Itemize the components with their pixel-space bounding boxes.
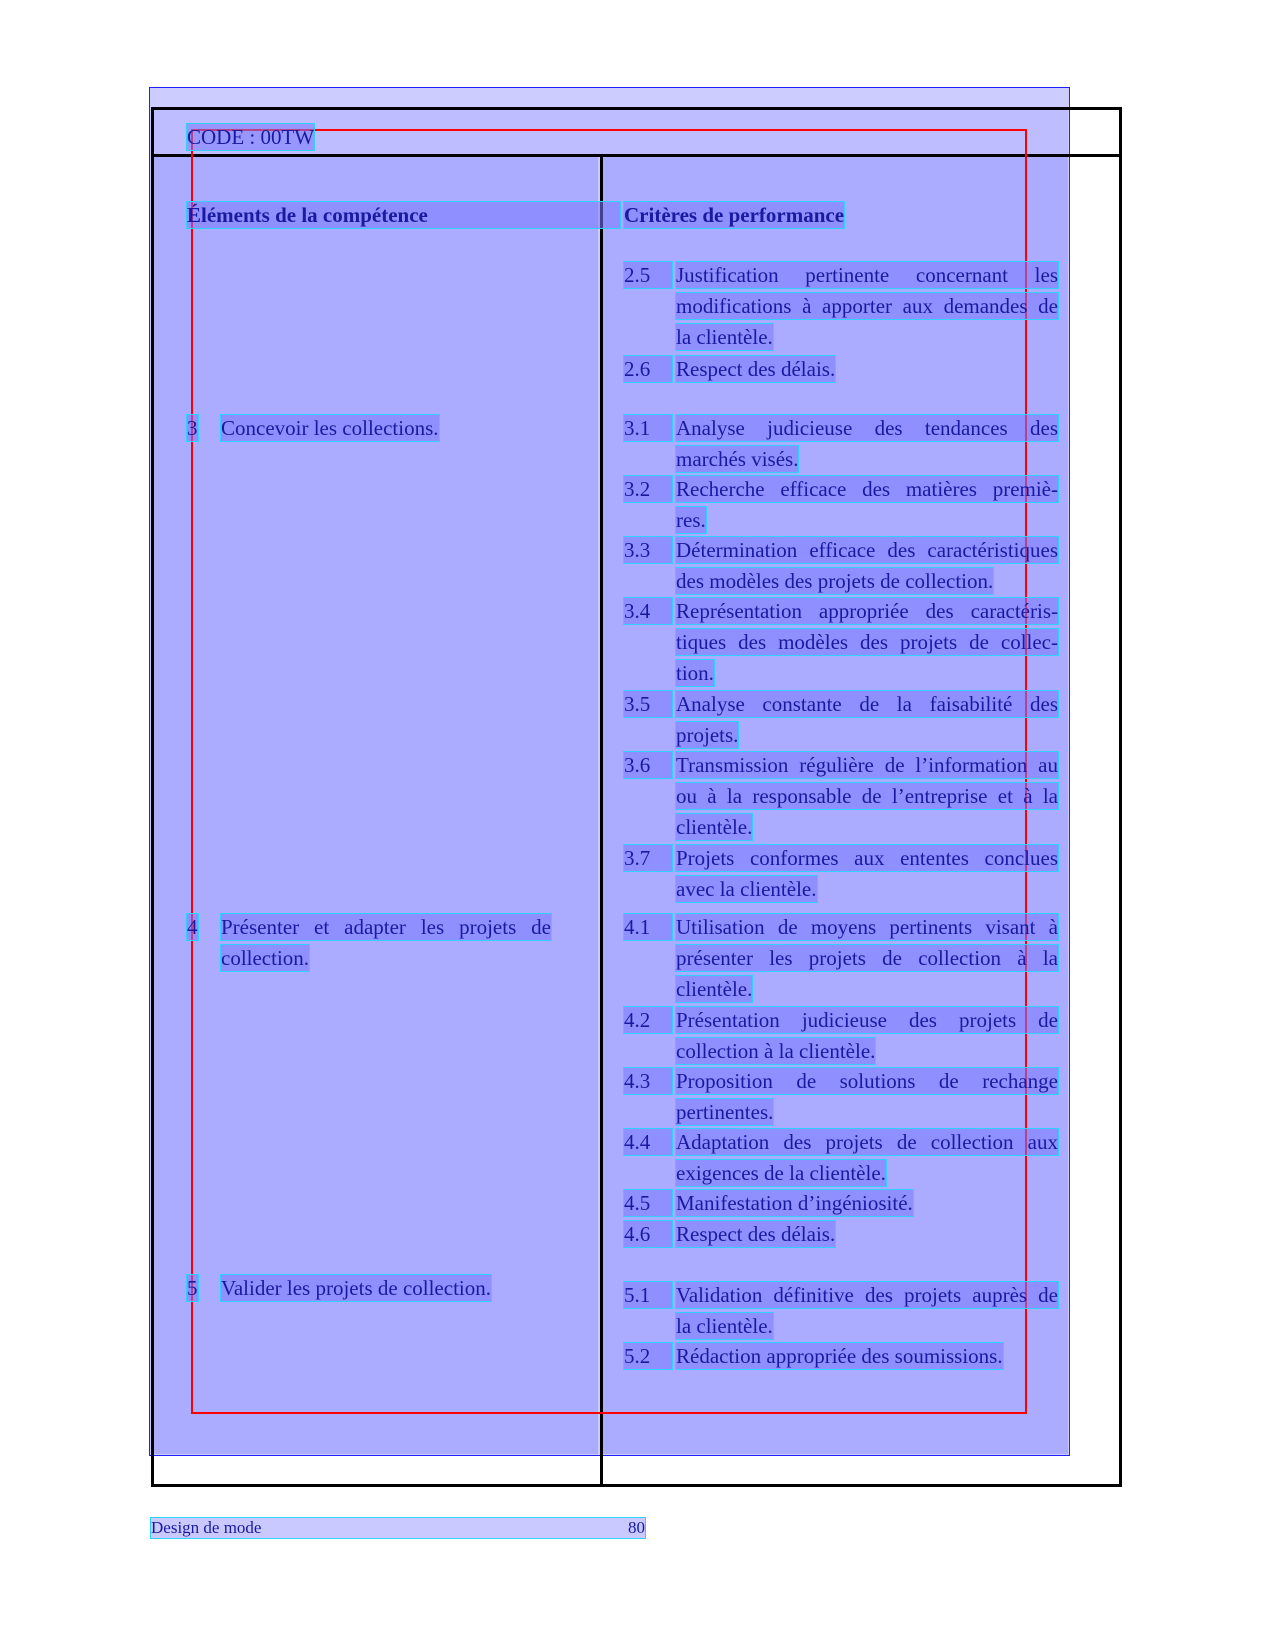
criterion-text-line: Détermination efficace des caractéristiques xyxy=(676,538,1058,562)
criterion-text-line: Justification pertinente concernant les xyxy=(676,263,1058,287)
element-text-line: Valider les projets de collection. xyxy=(221,1276,491,1300)
criterion-text-line: Présentation judicieuse des projets de xyxy=(676,1008,1058,1032)
criterion-text-line: clientèle. xyxy=(676,815,753,839)
criterion-number: 4.4 xyxy=(624,1129,672,1155)
right-column-title: Critères de performance xyxy=(624,203,845,227)
criterion-number: 4.6 xyxy=(624,1221,672,1247)
criterion-text-line: avec la clientèle. xyxy=(676,877,817,901)
criterion-number: 5.2 xyxy=(624,1343,672,1369)
criterion-number: 4.3 xyxy=(624,1068,672,1094)
left-column-title: Éléments de la compétence xyxy=(187,202,620,228)
criterion-number: 3.2 xyxy=(624,476,672,502)
element-text-line: collection. xyxy=(221,946,310,970)
criterion-text-line: Rédaction appropriée des soumissions. xyxy=(676,1344,1003,1368)
criterion-text-line: Adaptation des projets de collection aux xyxy=(676,1130,1058,1154)
element-number: 4 xyxy=(187,915,198,939)
criterion-number: 3.4 xyxy=(624,598,672,624)
criterion-text-line: Respect des délais. xyxy=(676,1222,836,1246)
criterion-number: 3.5 xyxy=(624,691,672,717)
page-number: 80 xyxy=(628,1518,645,1537)
criterion-number: 4.2 xyxy=(624,1007,672,1033)
element-number: 3 xyxy=(187,416,198,440)
criterion-text-line: Transmission régulière de l’information au xyxy=(676,753,1058,777)
criterion-text-line: collection à la clientèle. xyxy=(676,1039,876,1063)
criterion-text-line: des modèles des projets de collection. xyxy=(676,569,994,593)
criterion-text-line: Validation définitive des projets auprès de xyxy=(676,1283,1058,1307)
criterion-text-line: modifications à apporter aux demandes de xyxy=(676,294,1058,318)
criterion-text-line: Proposition de solutions de rechange xyxy=(676,1069,1058,1093)
criterion-text-line: tiques des modèles des projets de collec- xyxy=(676,630,1058,654)
criterion-text-line: pertinentes. xyxy=(676,1100,774,1124)
code-label: CODE : 00TW xyxy=(187,125,315,149)
criterion-number: 3.3 xyxy=(624,537,672,563)
footer-title: Design de mode xyxy=(151,1518,262,1537)
criterion-text-line: exigences de la clientèle. xyxy=(676,1161,886,1185)
criterion-text-line: Analyse judicieuse des tendances des xyxy=(676,416,1058,440)
criterion-text-line: la clientèle. xyxy=(676,325,773,349)
criterion-text-line: projets. xyxy=(676,723,739,747)
criterion-text-line: res. xyxy=(676,508,706,532)
criterion-text-line: présenter les projets de collection à la xyxy=(676,946,1058,970)
criterion-number: 3.6 xyxy=(624,752,672,778)
criterion-text-line: marchés visés. xyxy=(676,447,799,471)
criterion-text-line: Recherche efficace des matières premiè- xyxy=(676,477,1058,501)
footer xyxy=(151,1518,645,1538)
criterion-number: 3.1 xyxy=(624,415,672,441)
criterion-text-line: Manifestation d’ingéniosité. xyxy=(676,1191,913,1215)
criterion-number: 2.5 xyxy=(624,262,672,288)
criterion-text-line: Projets conformes aux ententes conclues xyxy=(676,846,1058,870)
criterion-text-line: tion. xyxy=(676,661,714,685)
element-number: 5 xyxy=(187,1276,198,1300)
criterion-text-line: clientèle. xyxy=(676,977,753,1001)
element-text-line: Présenter et adapter les projets de xyxy=(221,915,551,939)
criterion-text-line: Analyse constante de la faisabilité des xyxy=(676,692,1058,716)
criterion-number: 2.6 xyxy=(624,356,672,382)
criterion-text-line: Respect des délais. xyxy=(676,357,836,381)
criterion-number: 3.7 xyxy=(624,845,672,871)
criterion-text-line: ou à la responsable de l’entreprise et à la xyxy=(676,784,1058,808)
criterion-number: 4.1 xyxy=(624,914,672,940)
criterion-number: 5.1 xyxy=(624,1282,672,1308)
element-text-line: Concevoir les collections. xyxy=(221,416,439,440)
criterion-number: 4.5 xyxy=(624,1190,672,1216)
criterion-text-line: la clientèle. xyxy=(676,1314,773,1338)
criterion-text-line: Représentation appropriée des caractéris- xyxy=(676,599,1058,623)
criterion-text-line: Utilisation de moyens pertinents visant à xyxy=(676,915,1058,939)
